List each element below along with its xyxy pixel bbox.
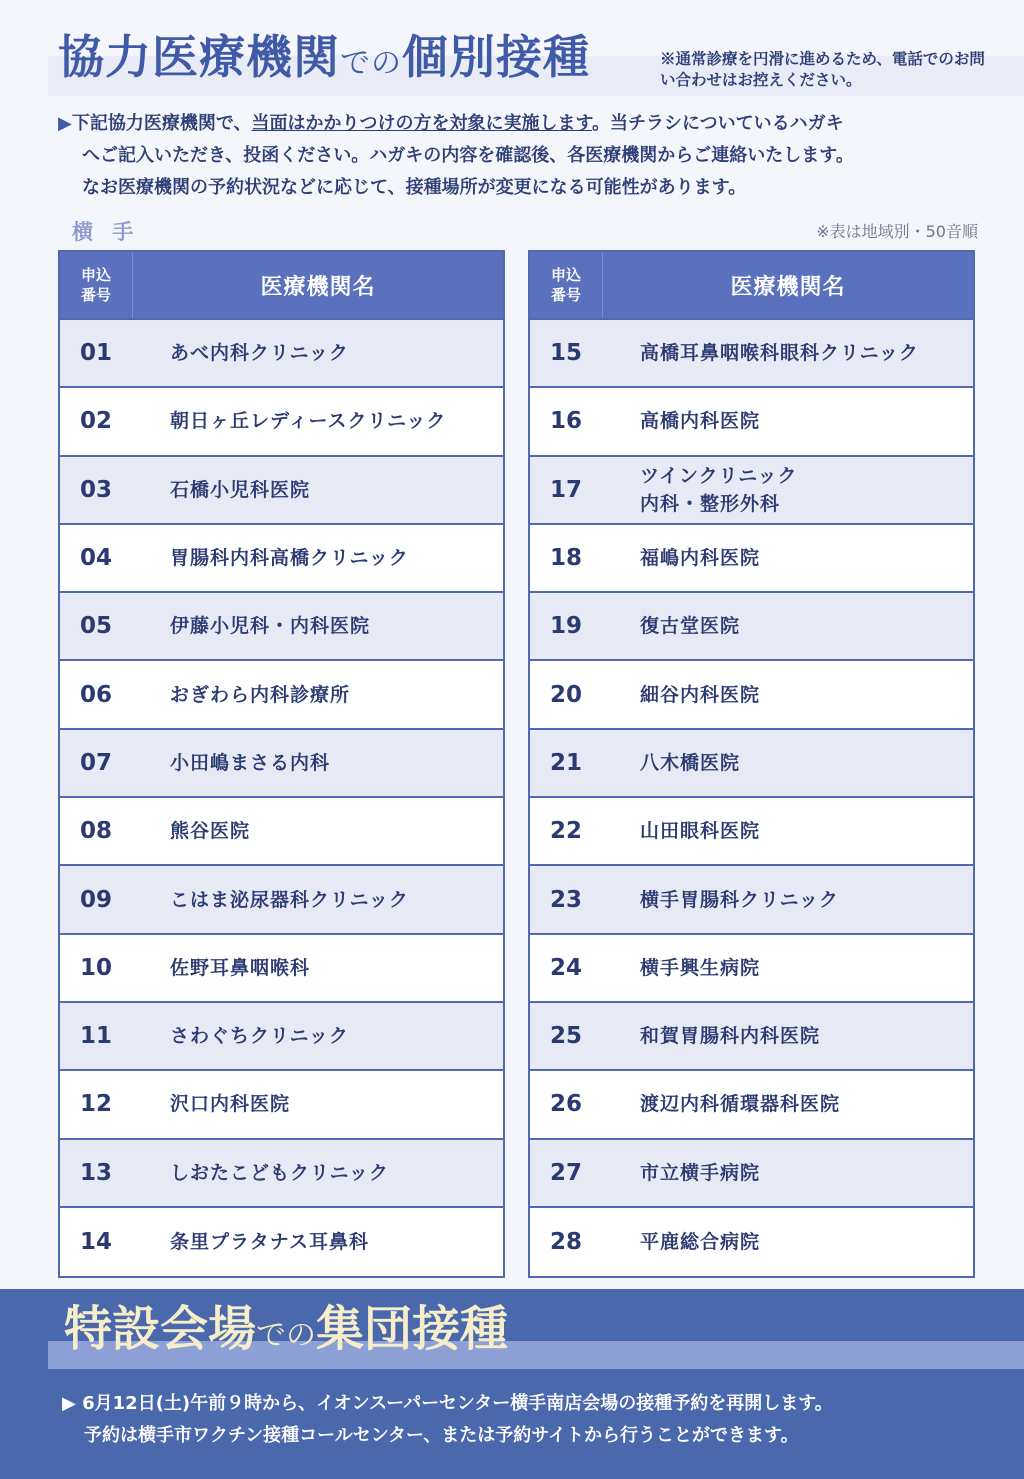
application-number: 26 xyxy=(550,1091,583,1118)
group-vaccination-title: 特設会場での集団接種 xyxy=(64,1301,509,1357)
application-number: 11 xyxy=(80,1023,113,1050)
table-row xyxy=(530,320,973,388)
application-number: 25 xyxy=(550,1023,583,1050)
intro-text: ▶下記協力医療機関で、当面はかかりつけの方を対象に実施します。当チラシについているハガキ へご記入いただき、投函ください。ハガキの内容を確認後、各医療機関からご連絡いたします。 なお医療機関の予約状況などに応じて、接種場所が変更になる可能性があります。 xyxy=(58,113,854,198)
clinic-name: 胃腸科内科高橋クリニック xyxy=(170,547,409,570)
clinic-name: 石橋小児科医院 xyxy=(170,478,311,501)
table-row xyxy=(60,935,503,1003)
application-number: 28 xyxy=(550,1229,583,1255)
clinic-name: おぎわら内科診療所 xyxy=(170,683,351,706)
clinic-name: 伊藤小児科・内科医院 xyxy=(170,615,371,638)
application-number: 10 xyxy=(80,954,113,981)
application-number: 22 xyxy=(550,818,583,845)
application-number: 14 xyxy=(80,1229,113,1255)
table-row xyxy=(530,1071,973,1139)
table-row xyxy=(60,593,503,661)
bullet-triangle-icon: ▶ xyxy=(58,113,72,134)
clinic-name: 小田嶋まさる内科 xyxy=(170,751,331,774)
clinic-name: 高橋耳鼻咽喉科眼科クリニック xyxy=(640,342,919,365)
table-row xyxy=(530,1003,973,1071)
table-row xyxy=(60,525,503,593)
application-number: 20 xyxy=(550,681,583,708)
clinic-name: 高橋内科医院 xyxy=(640,410,761,433)
clinic-name: 熊谷医院 xyxy=(170,820,251,843)
table-row xyxy=(530,525,973,593)
application-number: 01 xyxy=(80,340,113,367)
column-header-number: 申込 番号 xyxy=(530,252,603,318)
table-row xyxy=(530,1140,973,1208)
clinic-name: 平鹿総合病院 xyxy=(640,1231,761,1253)
clinic-name: 朝日ヶ丘レディースクリニック xyxy=(170,410,447,433)
application-number: 17 xyxy=(550,476,583,503)
table-row xyxy=(60,730,503,798)
phone-note: ※通常診療を円滑に進めるため、電話でのお問い合わせはお控えください。 xyxy=(660,49,985,89)
clinic-name: 佐野耳鼻咽喉科 xyxy=(170,956,311,979)
application-number: 12 xyxy=(80,1091,113,1118)
clinic-name: 復古堂医院 xyxy=(640,615,741,638)
application-number: 08 xyxy=(80,818,113,845)
application-number: 04 xyxy=(80,545,113,572)
table-row xyxy=(60,1071,503,1139)
application-number: 27 xyxy=(550,1159,583,1186)
clinic-name: 渡辺内科循環器科医院 xyxy=(640,1093,841,1116)
application-number: 16 xyxy=(550,408,583,435)
clinic-name: 横手胃腸科クリニック xyxy=(640,888,839,911)
application-number: 18 xyxy=(550,545,583,572)
table-row xyxy=(530,935,973,1003)
group-vaccination-text: ▶ 6月12日(土)午前９時から、イオンスーパーセンター横手南店会場の接種予約を再開します。 予約は横手市ワクチン接種コールセンター、または予約サイトから行うことができます。 xyxy=(62,1393,833,1446)
column-header-name: 医療機関名 xyxy=(260,274,376,300)
clinic-name: さわぐちクリニック xyxy=(170,1025,349,1048)
table-row xyxy=(530,730,973,798)
table-row xyxy=(60,866,503,934)
table-row xyxy=(60,1208,503,1276)
application-number: 19 xyxy=(550,613,583,640)
clinic-name: 八木橋医院 xyxy=(640,751,741,774)
clinic-name: 沢口内科医院 xyxy=(170,1093,291,1116)
table-header xyxy=(60,252,503,320)
intro-underlined-text: 当面はかかりつけの方を対象に実施します xyxy=(251,113,593,134)
table-row xyxy=(60,661,503,729)
table-row xyxy=(530,388,973,456)
clinic-name: しおたこどもクリニック xyxy=(170,1161,389,1184)
sort-note: ※表は地域別・50音順 xyxy=(816,222,978,241)
page-title: 協力医療機関での個別接種 xyxy=(58,30,590,84)
application-number: 03 xyxy=(80,476,113,503)
table-row xyxy=(530,457,973,525)
clinic-name: ツインクリニック 内科・整形外科 xyxy=(640,464,798,515)
table-row xyxy=(60,320,503,388)
application-number: 23 xyxy=(550,886,583,913)
table-row xyxy=(60,1003,503,1071)
clinic-name: 横手興生病院 xyxy=(640,956,761,979)
table-row xyxy=(60,457,503,525)
clinic-name: 条里プラタナス耳鼻科 xyxy=(170,1231,370,1253)
clinic-name: 市立横手病院 xyxy=(640,1161,761,1184)
table-row xyxy=(530,593,973,661)
column-header-name: 医療機関名 xyxy=(730,274,846,300)
clinic-name: 山田眼科医院 xyxy=(640,820,761,843)
application-number: 09 xyxy=(80,886,113,913)
application-number: 07 xyxy=(80,749,113,776)
application-number: 21 xyxy=(550,749,583,776)
table-row xyxy=(530,661,973,729)
region-label: 横 手 xyxy=(72,220,140,244)
clinic-name: 和賀胃腸科内科医院 xyxy=(640,1025,821,1048)
clinic-name: 細谷内科医院 xyxy=(640,683,761,706)
table-row xyxy=(60,1140,503,1208)
column-header-number: 申込 番号 xyxy=(60,252,133,318)
bullet-triangle-icon: ▶ xyxy=(62,1393,76,1414)
application-number: 15 xyxy=(550,340,583,367)
application-number: 06 xyxy=(80,681,113,708)
clinic-table-right xyxy=(528,250,975,1278)
table-row xyxy=(530,866,973,934)
clinic-name: こはま泌尿器科クリニック xyxy=(170,888,409,911)
table-row xyxy=(530,1208,973,1276)
table-row xyxy=(60,388,503,456)
clinic-name: 福嶋内科医院 xyxy=(640,547,761,570)
clinic-table-left xyxy=(58,250,505,1278)
application-number: 05 xyxy=(80,613,113,640)
clinic-name: あべ内科クリニック xyxy=(170,342,349,365)
application-number: 02 xyxy=(80,408,113,435)
table-header xyxy=(530,252,973,320)
application-number: 13 xyxy=(80,1159,113,1186)
application-number: 24 xyxy=(550,954,583,981)
table-row xyxy=(60,798,503,866)
table-row xyxy=(530,798,973,866)
